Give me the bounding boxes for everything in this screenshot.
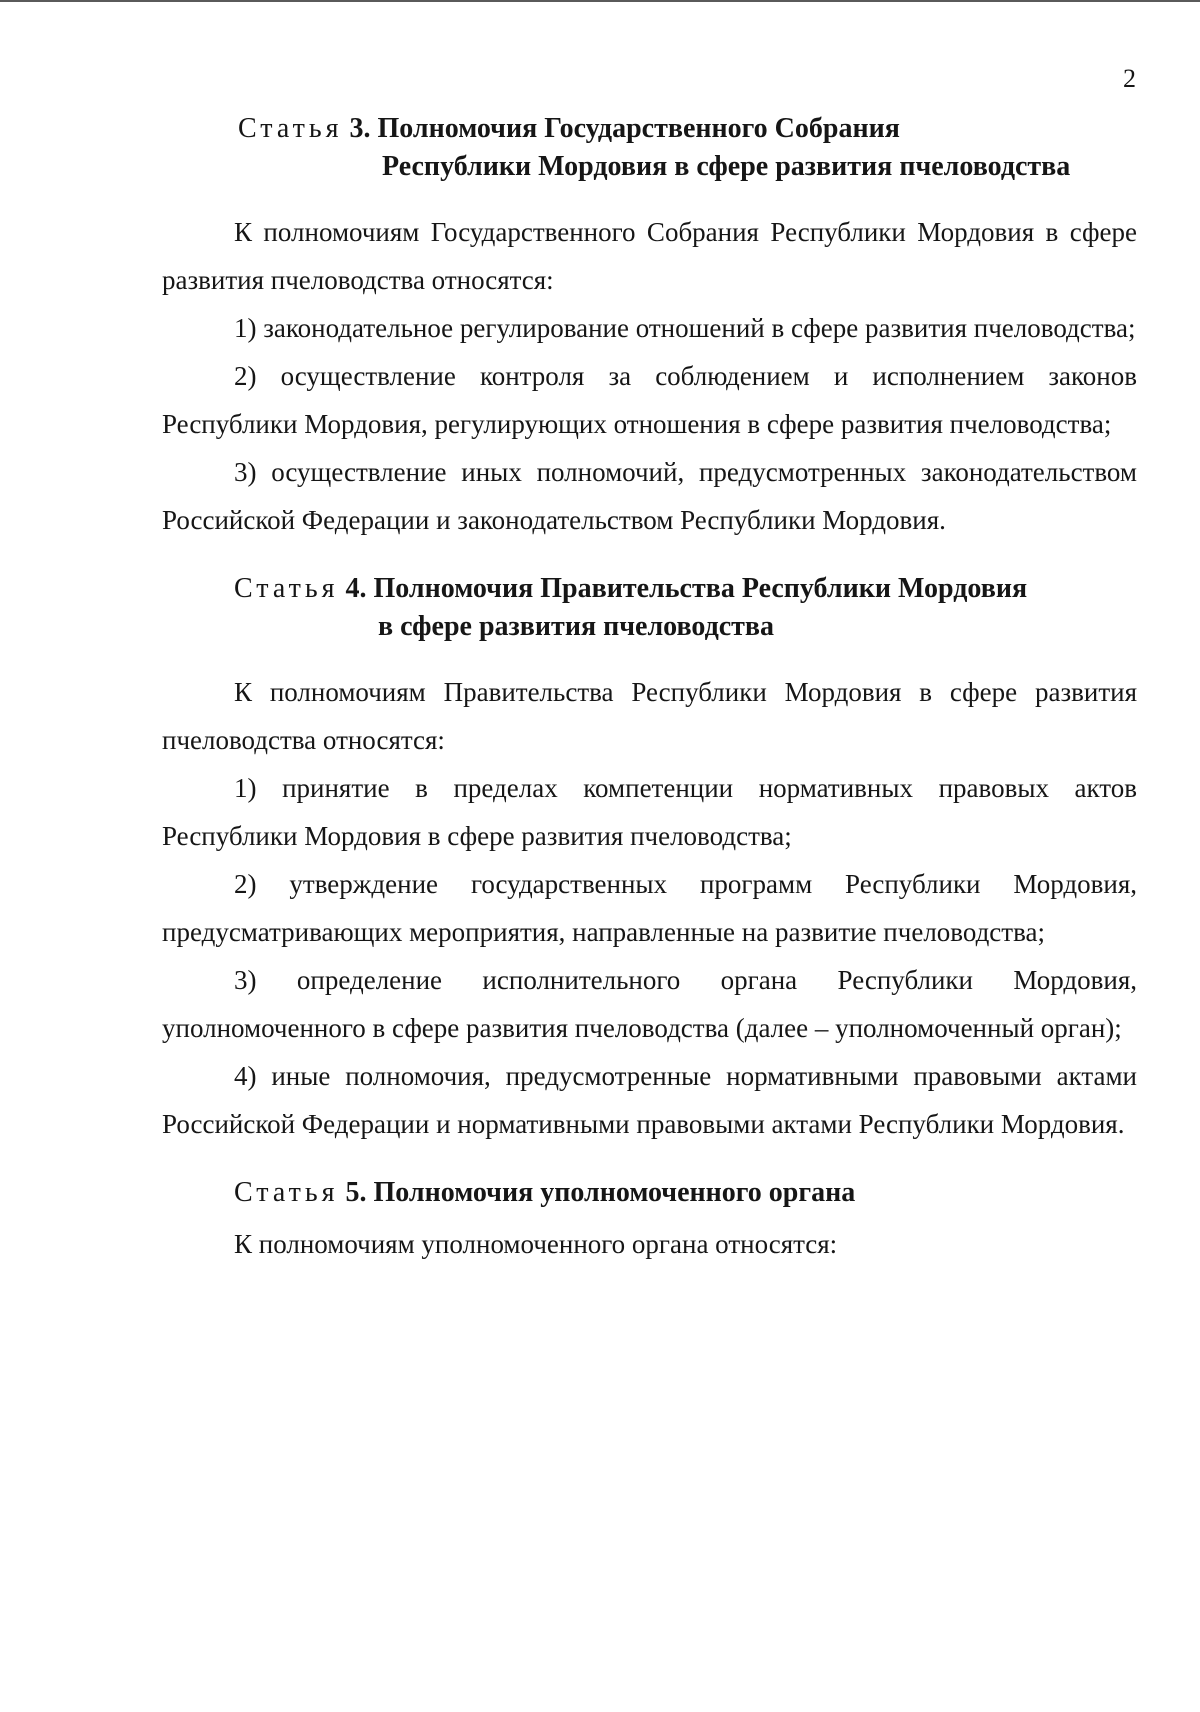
article-4-label: Статья xyxy=(234,573,339,604)
article-3-item-3: 3) осуществление иных полномочий, предусмотренных законодательством Российской Федерации и законодательством Республики Мордовия. xyxy=(162,457,1137,535)
article-4-item-4: 4) иные полномочия, предусмотренные нормативными правовыми актами Российской Федерации и нормативными правовыми актами Республики Мордовия. xyxy=(162,1061,1137,1139)
article-4 xyxy=(162,570,1137,1148)
article-3-intro: К полномочиям Государственного Собрания Республики Мордовия в сфере развития пчеловодства относятся: xyxy=(162,217,1137,295)
article-4-item-2: 2) утверждение государственных программ Республики Мордовия, предусматривающих мероприятия, направленные на развитие пчеловодства; xyxy=(162,869,1137,947)
article-5-heading xyxy=(162,1174,1137,1212)
article-4-number: 4. xyxy=(338,573,374,604)
article-3 xyxy=(162,110,1137,544)
article-4-item-3: 3) определение исполнительного органа Республики Мордовия, уполномоченного в сфере развития пчеловодства (далее – уполномоченный орган); xyxy=(162,965,1137,1043)
article-5-title-line1: Полномочия уполномоченного органа xyxy=(373,1177,856,1208)
page-number: 2 xyxy=(1123,64,1136,93)
article-5-number: 5. xyxy=(338,1177,374,1208)
document-page xyxy=(162,110,1137,1268)
article-5 xyxy=(162,1174,1137,1268)
article-3-number: 3. xyxy=(342,113,378,144)
page-top-edge xyxy=(0,0,1200,2)
article-4-heading xyxy=(162,570,1137,646)
article-3-label: Статья xyxy=(238,113,343,144)
article-4-title-line2: в сфере развития пчеловодства xyxy=(378,611,775,642)
article-3-title-line1: Полномочия Государственного Собрания xyxy=(377,113,900,144)
article-4-intro: К полномочиям Правительства Республики Мордовия в сфере развития пчеловодства относятся: xyxy=(162,677,1137,755)
article-4-item-1: 1) принятие в пределах компетенции нормативных правовых актов Республики Мордовия в сфере развития пчеловодства; xyxy=(162,773,1137,851)
article-3-title-line2: Республики Мордовия в сфере развития пчеловодства xyxy=(382,151,1071,182)
article-5-label: Статья xyxy=(234,1177,339,1208)
article-3-item-1: 1) законодательное регулирование отношений в сфере развития пчеловодства; xyxy=(234,313,1136,343)
article-3-heading xyxy=(162,110,1137,186)
article-5-intro: К полномочиям уполномоченного органа относятся: xyxy=(234,1229,838,1259)
article-4-title-line1: Полномочия Правительства Республики Мордовия xyxy=(373,573,1028,604)
article-3-item-2: 2) осуществление контроля за соблюдением и исполнением законов Республики Мордовия, регулирующих отношения в сфере развития пчеловодства; xyxy=(162,361,1137,439)
